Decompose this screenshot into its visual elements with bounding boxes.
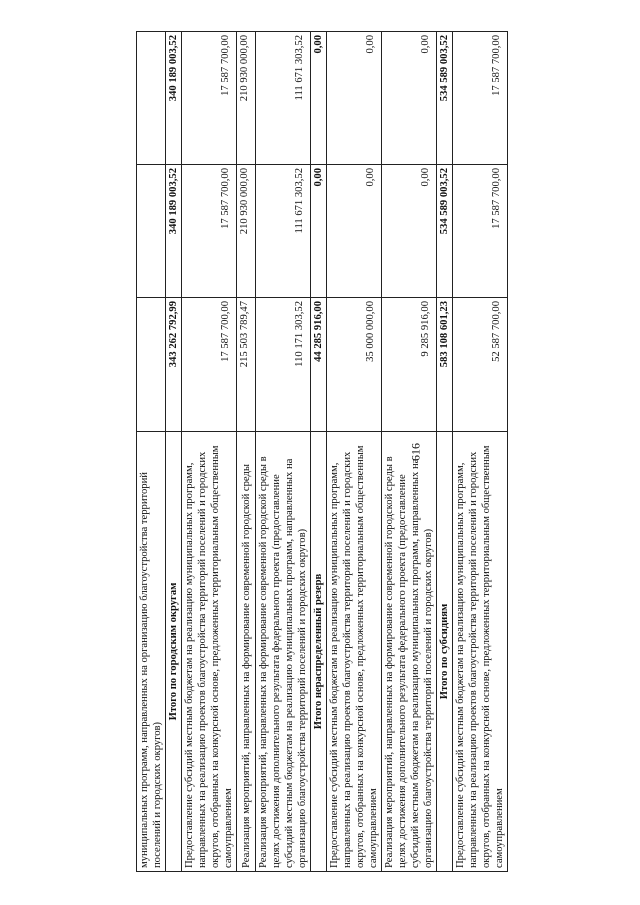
row-label: Реализация мероприятий, направленных на формирование современной городской среды в целях достижения дополнительного результата федерального проекта (предоставление субсидий местным бюджетам на реализацию муниципальных программ, направленных на организацию благоустройства территорий поселений и городских округов) [256, 432, 311, 872]
row-value-v2: 340 189 003,52 [166, 165, 182, 298]
row-value-v3: 340 189 003,52 [166, 32, 182, 165]
row-value-v2: 17 587 700,00 [182, 165, 237, 298]
table-total-row [166, 32, 182, 872]
row-value-v1: 9 285 916,00 [382, 298, 437, 432]
row-value-v3: 0,00 [327, 32, 382, 165]
row-value-v3: 17 587 700,00 [453, 32, 508, 165]
row-value-v1: 110 171 303,52 [256, 298, 311, 432]
row-value-v2 [137, 165, 166, 298]
row-label: Итого по субсидиям [437, 432, 453, 872]
table-row [453, 32, 508, 872]
row-value-v3: 111 671 303,52 [256, 32, 311, 165]
page-number: 616 [408, 443, 423, 461]
row-value-v1: 215 503 789,47 [237, 298, 256, 432]
row-label: муниципальных программ, направленных на организацию благоустройства территорий поселений и городских округов) [137, 432, 166, 872]
row-value-v1: 17 587 700,00 [182, 298, 237, 432]
row-value-v2: 0,00 [327, 165, 382, 298]
table-row [137, 32, 166, 872]
row-value-v1: 52 587 700,00 [453, 298, 508, 432]
row-value-v2: 210 930 000,00 [237, 165, 256, 298]
table-row [182, 32, 237, 872]
row-label: Итого по городским округам [166, 432, 182, 872]
table-row [256, 32, 311, 872]
row-value-v2: 0,00 [382, 165, 437, 298]
row-value-v1: 343 262 792,99 [166, 298, 182, 432]
row-value-v2: 534 589 003,52 [437, 165, 453, 298]
row-label: Реализация мероприятий, направленных на формирование современной городской среды [237, 432, 256, 872]
table-total-row [311, 32, 327, 872]
row-value-v3: 210 930 000,00 [237, 32, 256, 165]
row-value-v1: 583 108 601,23 [437, 298, 453, 432]
row-value-v2: 111 671 303,52 [256, 165, 311, 298]
row-value-v1 [137, 298, 166, 432]
row-label: Реализация мероприятий, направленных на формирование современной городской среды в целях достижения дополнительного результата федерального проекта (предоставление субсидий местным бюджетам на реализацию муниципальных программ, направленных на организацию благоустройства территорий поселений и городских округов) [382, 432, 437, 872]
row-label: Предоставление субсидий местным бюджетам на реализацию муниципальных программ, направленных на реализацию проектов благоустройства территорий поселений и городских округов, отобранных на конкурсной основе, предложенных территориальным общественным самоуправлением [453, 432, 508, 872]
row-value-v3: 534 589 003,52 [437, 32, 453, 165]
rotated-table-wrapper [136, 32, 508, 872]
table-total-row [437, 32, 453, 872]
subsidy-table [136, 31, 508, 872]
table-row [382, 32, 437, 872]
table-row [237, 32, 256, 872]
row-value-v3 [137, 32, 166, 165]
row-value-v1: 35 000 000,00 [327, 298, 382, 432]
row-label: Предоставление субсидий местным бюджетам на реализацию муниципальных программ, направленных на реализацию проектов благоустройства территорий поселений и городских округов, отобранных на конкурсной основе, предложенных территориальным общественным самоуправлением [182, 432, 237, 872]
table-row [327, 32, 382, 872]
row-value-v2: 17 587 700,00 [453, 165, 508, 298]
row-label: Предоставление субсидий местным бюджетам на реализацию муниципальных программ, направленных на реализацию проектов благоустройства территорий поселений и городских округов, отобранных на конкурсной основе, предложенных территориальным общественным самоуправлением [327, 432, 382, 872]
row-value-v1: 44 285 916,00 [311, 298, 327, 432]
row-label: Итого нераспределенный резерв [311, 432, 327, 872]
row-value-v3: 17 587 700,00 [182, 32, 237, 165]
row-value-v3: 0,00 [382, 32, 437, 165]
row-value-v3: 0,00 [311, 32, 327, 165]
row-value-v2: 0,00 [311, 165, 327, 298]
